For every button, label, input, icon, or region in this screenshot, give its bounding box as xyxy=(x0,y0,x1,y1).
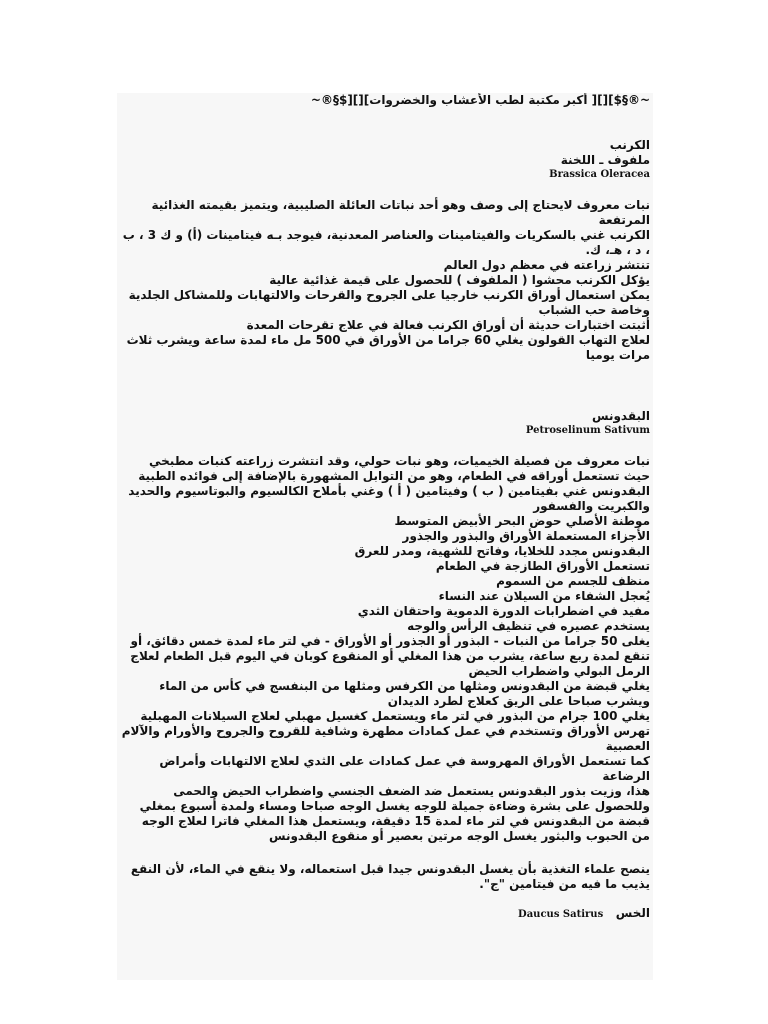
parsley-line: موطنة الأصلي حوض البحر الأبيض المتوسط xyxy=(394,514,650,528)
cabbage-line: لعلاج التهاب القولون يغلي 60 جراما من الأوراق في 500 مل ماء لمدة ساعة ويشرب ثلاث مرات يوميا xyxy=(126,333,650,362)
parsley-line: الأجزاء المستعملة الأوراق والبذور والجذور xyxy=(402,529,650,543)
parsley-line: يغلي قبضة من البقدونس ومثلها من الكرفس ومثلها من البنفسج في كأس من الماء ويشرب صباحا على الريق كعلاج لطرد الديدان xyxy=(159,679,650,708)
section-cabbage xyxy=(120,138,650,363)
section-parsley xyxy=(120,409,650,892)
parsley-latin-name: Petroselinum Sativum xyxy=(525,425,650,436)
lettuce-latin-name: Daucus Satirus xyxy=(518,909,604,920)
document-page xyxy=(117,93,653,980)
document-header: ~®§$][][ أكبر مكتبة لطب الأعشاب والخضروات][][$§®~ xyxy=(310,93,650,107)
parsley-line: هذا، وزيت بذور البقدونس يستعمل ضد الضعف الجنسي واضطراب الحيض والحمى وللحصول على بشرة وضاءة جميلة للوجه يغسل الوجه صباحا ومساء ولمدة أسبوع بمغلي قبضة من البقدونس في لتر ماء لمدة 15 دقيقة، ويستعمل هذا المغلي فاترا لعلاج الوجه من الحبوب والبثور يغسل الوجه مرتين بعصير أو منقوع البقدونس xyxy=(139,784,650,843)
cabbage-latin-name: Brassica Oleracea xyxy=(549,169,650,180)
parsley-line: نبات معروف من فصيلة الخيميات، وهو نبات حولي، وقد انتشرت زراعته كنبات مطبخي حيث تستعمل أوراقه في الطعام، وهو من التوابل المشهورة بالإضافة إلى فوائده الطبية xyxy=(138,454,650,483)
cabbage-title: الكرنب xyxy=(609,138,650,152)
parsley-line: تستعمل الأوراق الطازجة في الطعام xyxy=(435,559,650,573)
parsley-line: يغلى 50 جراما من النبات - البذور أو الجذور أو الأوراق - في لتر ماء لمدة خمس دقائق، أو تنقع لمدة ربع ساعة، يشرب من هذا المغلي أو المنقوع كوبان في اليوم قبل الطعام لعلاج الرمل البولي واضطراب الحيض xyxy=(130,634,650,678)
section-lettuce xyxy=(120,906,650,922)
parsley-line: منظف للجسم من السموم xyxy=(496,574,650,588)
parsley-title: البقدونس xyxy=(591,409,650,423)
parsley-line: البقدونس مجدد للخلايا، وفاتح للشهية، ومدر للعرق xyxy=(354,544,650,558)
cabbage-line: نبات معروف لايحتاج إلى وصف وهو أحد نباتات العائلة الصليبية، ويتميز بقيمته الغذائية المرتفعة xyxy=(151,198,650,227)
parsley-line: كما تستعمل الأوراق المهروسة في عمل كمادات على الثدي لعلاج الالتهابات وأمراض الرضاعة xyxy=(159,754,650,783)
parsley-line: يستخدم عصيره في تنظيف الرأس والوجه xyxy=(407,619,650,633)
cabbage-line: يؤكل الكرنب محشوا ( الملفوف ) للحصول على قيمة غذائية عالية xyxy=(269,273,650,287)
parsley-line: البقدونس غني بفيتامين ( ب ) وفيتامين ( أ ) وغني بأملاح الكالسيوم والبوتاسيوم والحديد والكبريت والفسفور xyxy=(128,484,650,513)
cabbage-line: أثبتت اختبارات حديثة أن أوراق الكرنب فعالة في علاج تقرحات المعدة xyxy=(246,318,650,332)
cabbage-alt-name: ملفوف ـ اللخنة xyxy=(560,153,650,167)
parsley-line: تهرس الأوراق وتستخدم في عمل كمادات مطهرة وشافية للقروح والجروح والأورام والآلام العصبية xyxy=(121,724,650,753)
cabbage-line: الكرنب غني بالسكريات والفيتامينات والعناصر المعدنية، فيوجد بـه فيتامينات (أ) و ك 3 ، ب ، د ، هـ، ك. xyxy=(122,228,650,257)
parsley-line: يُعجل الشفاء من السيلان عند النساء xyxy=(438,589,650,603)
parsley-advice: ينصح علماء التغذية بأن يغسل البقدونس جيدا قبل استعماله، ولا ينقع في الماء، لأن النقع يذيب ما فيه من فيتامين "ج". xyxy=(130,862,650,891)
lettuce-title: الخس xyxy=(615,906,650,920)
cabbage-line: يمكن استعمال أوراق الكرنب خارجيا على الجروح والقرحات والالتهابات وللمشاكل الجلدية وخاصة حب الشباب xyxy=(128,288,650,317)
lettuce-title-row xyxy=(120,906,650,922)
cabbage-line: تنتشر زراعته في معظم دول العالم xyxy=(443,258,650,272)
parsley-line: يغلي 100 جرام من البذور في لتر ماء ويستعمل كغسيل مهبلي لعلاج السيلانات المهبلية xyxy=(140,709,650,723)
parsley-line: مفيد في اضطرابات الدورة الدموية واحتقان الثدي xyxy=(357,604,650,618)
